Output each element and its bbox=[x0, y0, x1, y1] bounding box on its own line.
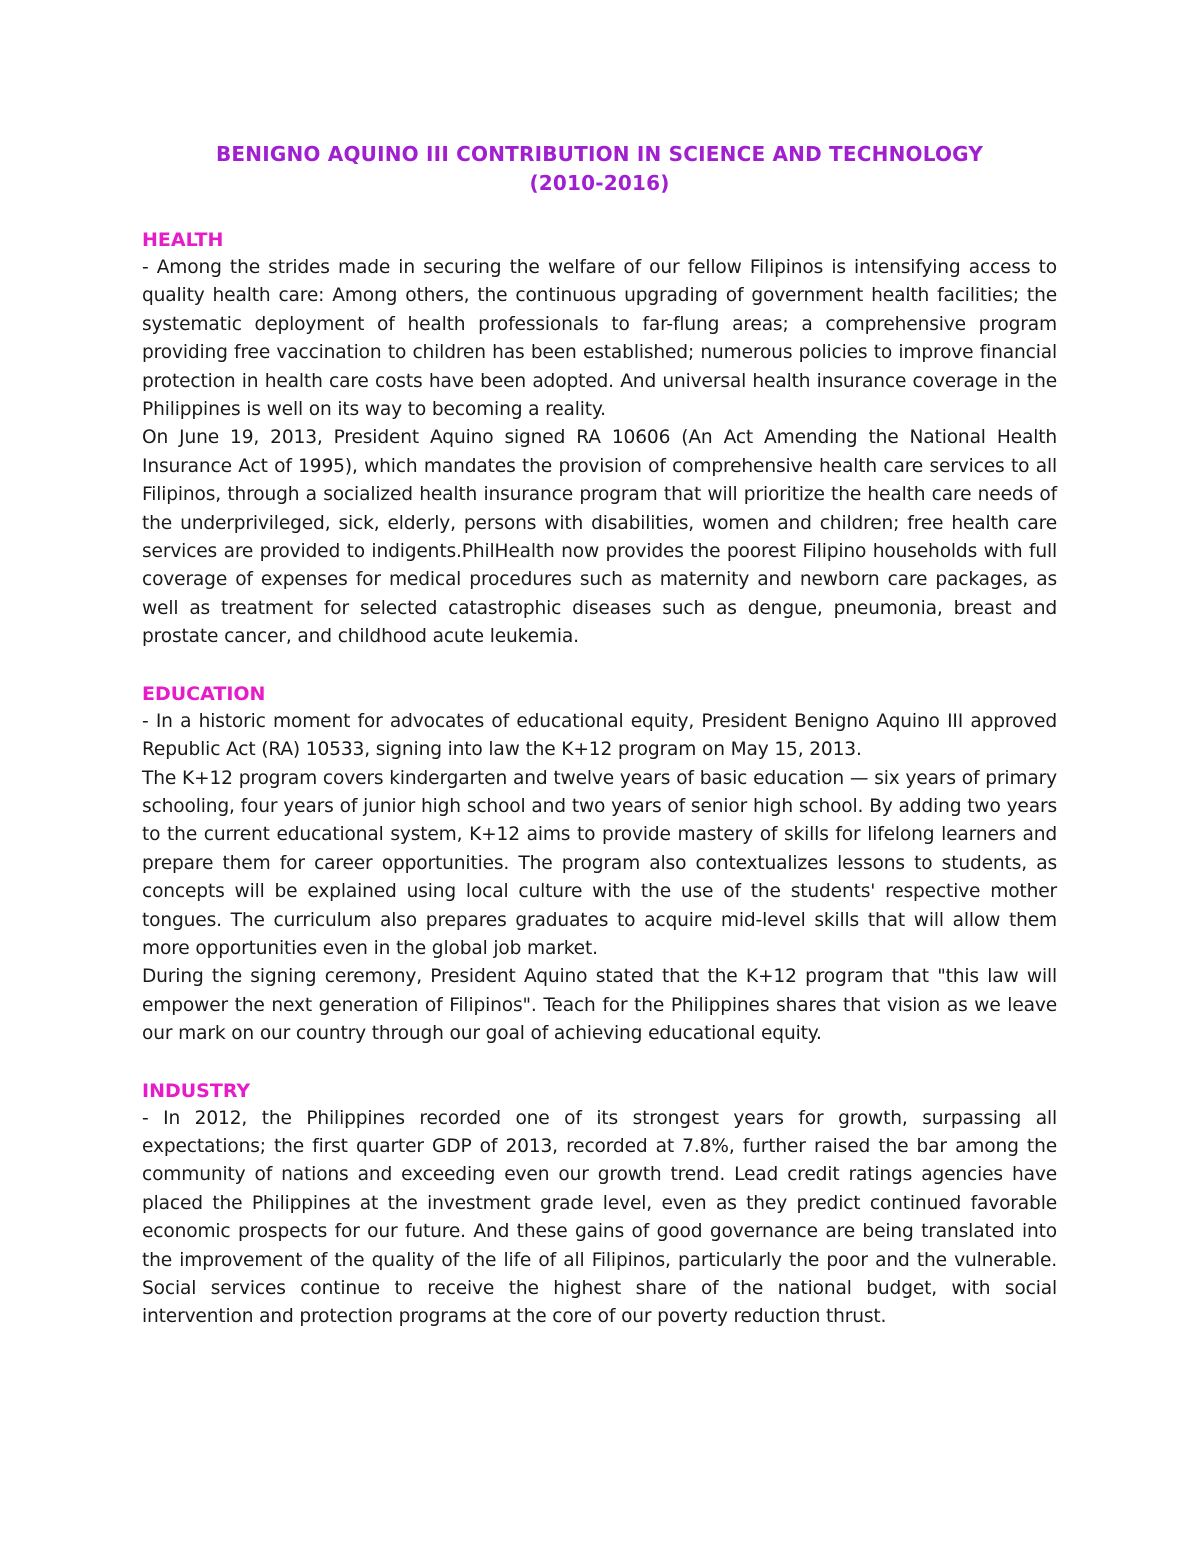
education-paragraph-1: - In a historic moment for advocates of educational equity, President Benigno Aquino III approved Republic Act (RA) 10533, signing into law the K+12 program on May 15, 2013. bbox=[142, 710, 1057, 761]
industry-paragraph-1: - In 2012, the Philippines recorded one of its strongest years for growth, surpassing all expectations; the first quarter GDP of 2013, recorded at 7.8%, further raised the bar among the community of nations and exceeding even our growth trend. Lead credit ratings agencies have placed the Philippines at the investment grade level, even as they predict continued favorable economic prospects for our future. And these gains of good governance are being translated into the improvement of the quality of the life of all Filipinos, particularly the poor and the vulnerable. Social services continue to receive the highest share of the national budget, with social intervention and protection programs at the core of our poverty reduction thrust. bbox=[142, 1107, 1057, 1328]
section-heading-health: HEALTH bbox=[142, 229, 224, 251]
document-title-line-2: (2010-2016) bbox=[529, 171, 670, 195]
section-education bbox=[142, 680, 1057, 1049]
education-paragraph-2: The K+12 program covers kindergarten and twelve years of basic education — six years of primary schooling, four years of junior high school and two years of senior high school. By adding two years to the current educational system, K+12 aims to provide mastery of skills for lifelong learners and prepare them for career opportunities. The program also contextualizes lessons to students, as concepts will be explained using local culture with the use of the students' respective mother tongues. The curriculum also prepares graduates to acquire mid-level skills that will allow them more opportunities even in the global job market. bbox=[142, 767, 1057, 959]
document-page bbox=[142, 140, 1057, 1332]
section-industry bbox=[142, 1077, 1057, 1332]
document-title bbox=[142, 140, 1057, 198]
health-paragraph-1: - Among the strides made in securing the welfare of our fellow Filipinos is intensifying access to quality health care: Among others, the continuous upgrading of government health facilities; the systematic deployment of health professionals to far-flung areas; a comprehensive program providing free vaccination to children has been established; numerous policies to improve financial protection in health care costs have been adopted. And universal health insurance coverage in the Philippines is well on its way to becoming a reality. bbox=[142, 257, 1057, 421]
section-health bbox=[142, 226, 1057, 652]
document-title-line-1: BENIGNO AQUINO III CONTRIBUTION IN SCIENCE AND TECHNOLOGY bbox=[215, 142, 984, 166]
health-paragraph-2: On June 19, 2013, President Aquino signed RA 10606 (An Act Amending the National Health Insurance Act of 1995), which mandates the provision of comprehensive health care services to all Filipinos, through a socialized health insurance program that will prioritize the health care needs of the underprivileged, sick, elderly, persons with disabilities, women and children; free health care services are provided to indigents.PhilHealth now provides the poorest Filipino households with full coverage of expenses for medical procedures such as maternity and newborn care packages, as well as treatment for selected catastrophic diseases such as dengue, pneumonia, breast and prostate cancer, and childhood acute leukemia. bbox=[142, 427, 1057, 648]
education-paragraph-3: During the signing ceremony, President Aquino stated that the K+12 program that "this law will empower the next generation of Filipinos". Teach for the Philippines shares that vision as we leave our mark on our country through our goal of achieving educational equity. bbox=[142, 966, 1057, 1045]
section-heading-education: EDUCATION bbox=[142, 682, 266, 705]
section-heading-industry: INDUSTRY bbox=[142, 1079, 251, 1102]
